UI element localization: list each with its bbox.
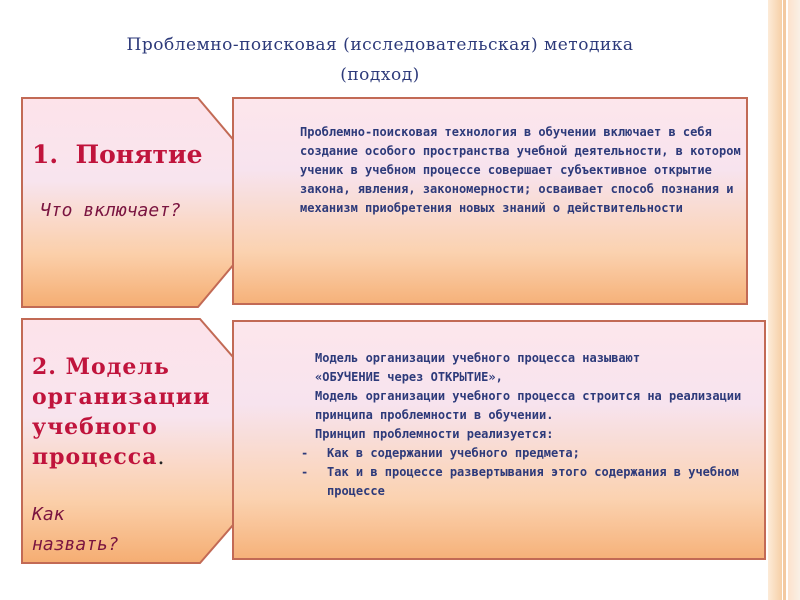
bullet-marker: - [301, 446, 309, 460]
list-item-text: Как в содержании учебного предмета; [327, 446, 580, 460]
section2-heading-period: . [157, 445, 166, 470]
section2-bullet-list [301, 444, 755, 501]
section2-heading-line4: процесса [32, 444, 158, 470]
list-item-text: Так и в процессе развертывания этого содержания в учебном процессе [327, 465, 739, 498]
section2-heading-line2: организации [32, 384, 211, 410]
section2-text-line2: «ОБУЧЕНИЕ через ОТКРЫТИЕ», [315, 370, 503, 384]
section2-text [301, 349, 755, 501]
section2-heading-line1: 2. Модель [32, 354, 170, 380]
bullet-marker: - [301, 465, 309, 479]
decorative-edge-bar [768, 0, 782, 600]
decorative-edge-line [783, 0, 786, 600]
section2-heading-line3: учебного [32, 414, 158, 440]
list-item [301, 444, 755, 463]
list-item [301, 463, 755, 501]
decorative-edge-bar-outer [788, 0, 800, 600]
section2-heading [32, 352, 210, 473]
section2-question-line1: Как [32, 504, 65, 525]
slide-title [60, 30, 700, 90]
slide-title-line1: Проблемно-поисковая (исследовательская) методика [126, 35, 634, 55]
section2-question [32, 500, 119, 560]
section1-question: Что включает? [40, 200, 181, 221]
section2-question-line2: назвать? [32, 534, 119, 555]
section2-text-line3: Модель организации учебного процесса строится на реализации принципа проблемности в обучении. [315, 389, 742, 422]
section1-heading: 1. Понятие [32, 140, 203, 169]
section2-text-line4: Принцип проблемности реализуется: [315, 427, 554, 441]
section2-text-line1: Модель организации учебного процесса называют [315, 351, 641, 365]
section1-text: Проблемно-поисковая технология в обучении включает в себя создание особого пространства учебной деятельности, в котором ученик в учебном процессе совершает субъективное открытие закона, явления, закономерности; осваивает способ познания и механизм приобретения новых знаний о действительности [300, 125, 741, 215]
slide-title-line2: (подход) [340, 65, 420, 85]
